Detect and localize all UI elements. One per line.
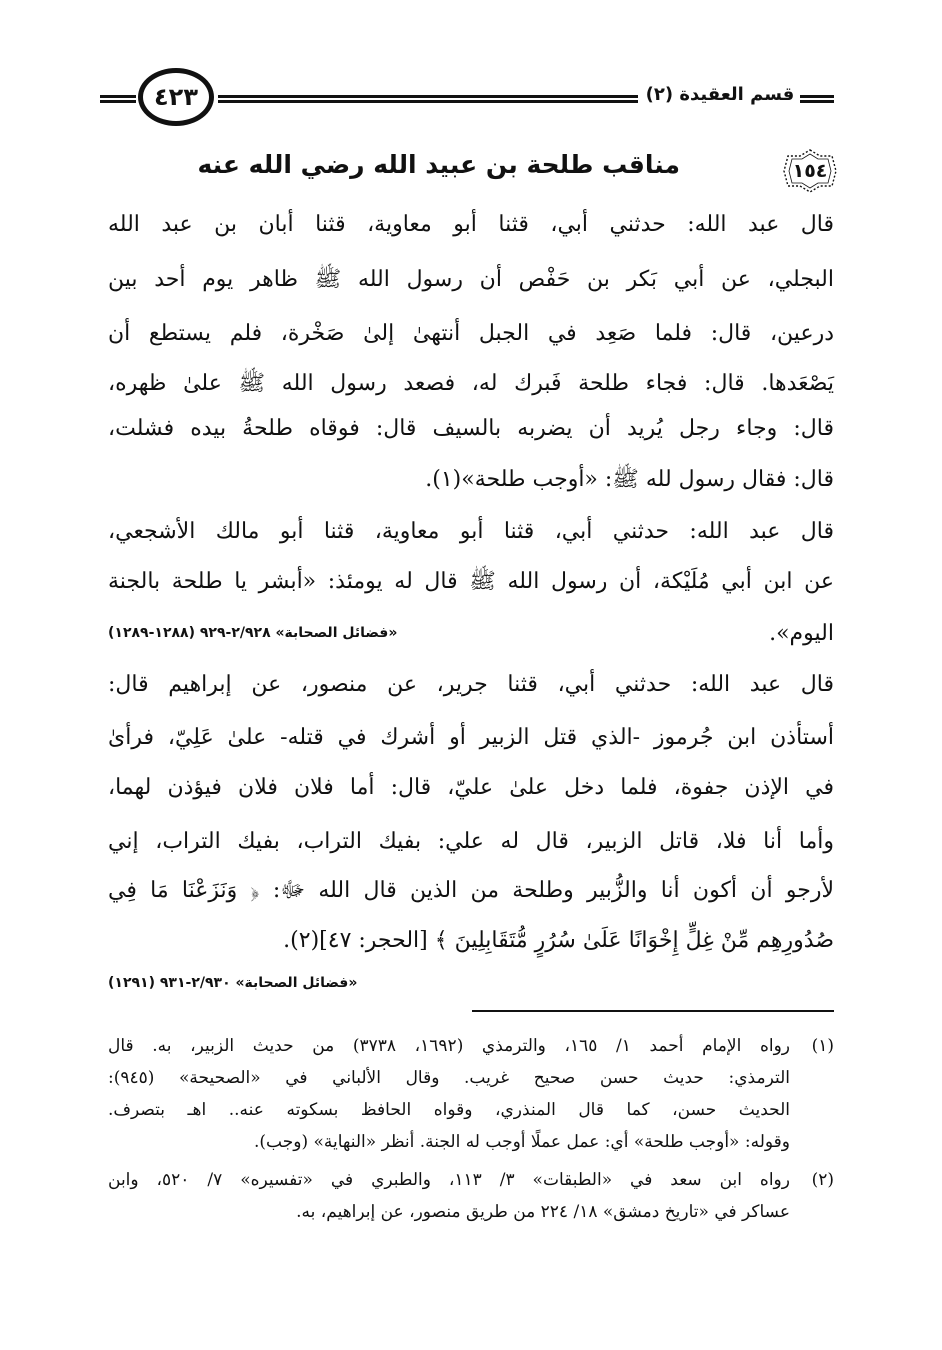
body-line: عن ابن أبي مُلَيْكة، أن رسول الله ﷺ قال له يومئذ: «أبشر يا طلحة بالجنة [108,569,834,594]
section-title: مناقب طلحة بن عبيد الله رضي الله عنه [197,150,680,179]
page-number: ٤٢٣ [138,68,214,126]
body-line: قال: فقال رسول لله ﷺ: «أوجب طلحة»(١). [425,467,834,492]
running-header-title: قسم العقيدة (٢) [645,84,795,105]
footnote-line: الحديث حسن، كما قال المنذري، وقواه الحافظ بسكوته عنه.. اهـ بتصرف. [108,1100,790,1120]
footnote-line: رواه الإمام أحمد ١/ ١٦٥، والترمذي (١٦٩٢، ٣٧٣٨) من حديث الزبير، به. قال [108,1036,790,1056]
body-line: اليوم». [769,621,834,646]
body-line: قال عبد الله: حدثني أبي، قثنا أبو معاوية، قثنا أبو مالك الأشجعي، [108,519,834,544]
source-reference: «فضائل الصحابة» ٢/٩٣٠-٩٣١ (١٢٩١) [108,975,358,991]
footnote-line: رواه ابن سعد في «الطبقات» ٣/ ١١٣، والطبري في «تفسيره» ٧/ ٥٢٠، وابن [108,1170,790,1190]
section-number: ١٥٤ [792,160,828,182]
body-line: يَصْعَدها. قال: فجاء طلحة فَبرك له، فصعد رسول الله ﷺ علىٰ ظهره، [108,371,834,396]
source-reference: «فضائل الصحابة» ٢/٩٢٨-٩٢٩ (١٢٨٨-١٢٨٩) [108,625,398,641]
body-line: وأما أنا فلا، قاتل الزبير، قال له علي: بفيك التراب، بفيك التراب، إني [108,829,834,854]
footnote-separator [472,1010,834,1012]
footnote-marker: (٢) [811,1170,834,1190]
body-line: صُدُورِهِم مِّنْ غِلٍّ إِخْوَانًا عَلَىٰ سُرُرٍ مُّتَقَابِلِينَ ﴾ [الحجر: ٤٧](٢). [283,928,834,953]
body-line: البجلي، عن أبي بَكر بن حَفْص أن رسول الله ﷺ ظاهر يوم أحد بين [108,267,834,292]
header-rule-left [100,95,136,103]
footnote-marker: (١) [811,1036,834,1056]
header-rule-right [800,95,834,103]
body-line: قال عبد الله: حدثني أبي، قثنا أبو معاوية، قثنا أبان بن عبد الله [108,212,834,237]
footnote-line: الترمذي: حديث حسن صحيح غريب. وقال الألباني في «الصحيحة» (٩٤٥): [108,1068,790,1088]
body-line: لأرجو أن أكون أنا والزُّبير وطلحة من الذين قال الله ﷻ: ﴿ وَنَزَعْنَا مَا فِي [108,878,834,903]
footnote-line: عساكر في «تاريخ دمشق» ١٨/ ٢٢٤ من طريق منصور، عن إبراهيم، به. [296,1202,790,1222]
footnote-line: وقوله: «أوجب طلحة» أي: عمل عملًا أوجب له الجنة. أنظر «النهاية» (وجب). [254,1132,790,1152]
header-rule-middle [218,95,638,103]
body-line: أستأذن ابن جُرموز -الذي قتل الزبير أو أشرك في قتله- علىٰ عَلِيّ، فرأىٰ [108,725,834,750]
body-line: قال: وجاء رجل يُريد أن يضربه بالسيف قال: فوقاه طلحةُ بيده فشلت، [108,416,834,441]
body-line: درعين، قال: فلما صَعِد في الجبل أنتهىٰ إلىٰ صَخْرة، فلم يستطع أن [108,321,834,346]
body-line: قال عبد الله: حدثني أبي، قثنا جرير، عن منصور، عن إبراهيم قال: [108,672,834,697]
body-line: في الإذن جفوة، فلما دخل علىٰ عليّ، قال: أما فلان فلان فيؤذن لهما، [108,775,834,800]
